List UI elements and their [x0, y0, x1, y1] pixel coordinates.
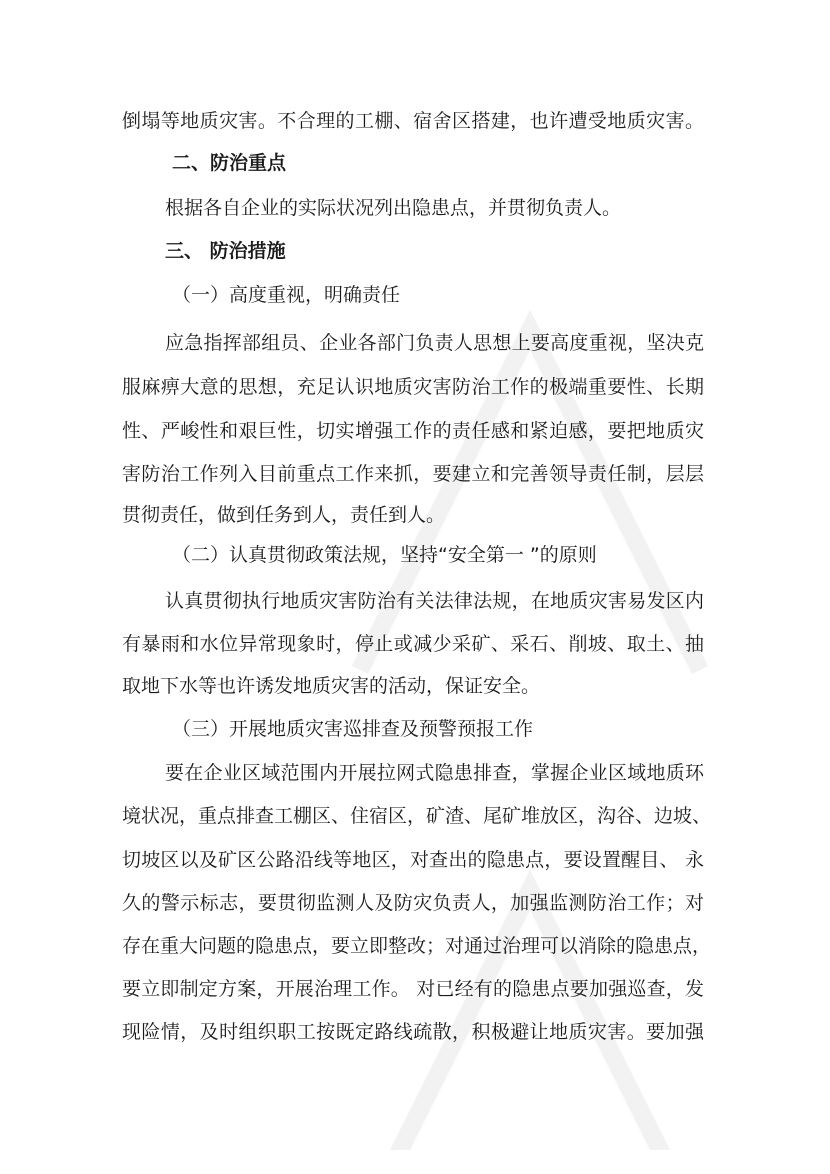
body-text-line: 应急指挥部组员、企业各部门负责人思想上要高度重视，坚决克: [165, 332, 704, 354]
body-text-line: 贯彻责任，做到任务到人，责任到人。: [122, 504, 446, 526]
body-text-line: 取地下水等也许诱发地质灾害的活动，保证安全。: [122, 675, 541, 697]
body-text-line: 认真贯彻执行地质灾害防治有关法律法规，在地质灾害易发区内: [165, 590, 704, 612]
subheading-inspection: （三）开展地质灾害巡排查及预警预报工作: [172, 718, 534, 740]
section-heading-prevention-measures: 三、 防治措施: [165, 240, 286, 262]
body-text-line: 要立即制定方案，开展治理工作。 对已经有的隐患点要加强巡查，发: [122, 978, 704, 1000]
body-text-line: 性、严峻性和艰巨性，切实增强工作的责任感和紧迫感，要把地质灾: [122, 420, 704, 442]
body-text-line: 根据各自企业的实际状况列出隐患点，并贯彻负责人。: [165, 197, 622, 219]
body-text-line: 要在企业区域范围内开展拉网式隐患排查，掌握企业区域地质环: [165, 762, 704, 784]
body-text-line: 有暴雨和水位异常现象时，停止或减少采矿、采石、削坡、取土、抽: [122, 633, 704, 655]
body-text-line: 服麻痹大意的思想，充足认识地质灾害防治工作的极端重要性、长期: [122, 376, 704, 398]
body-text-line: 害防治工作列入目前重点工作来抓，要建立和完善领导责任制，层层: [122, 463, 704, 485]
section-heading-prevention-focus: 二、防治重点: [172, 152, 287, 174]
body-text-line: 境状况，重点排查工棚区、住宿区，矿渣、尾矿堆放区，沟谷、边坡、: [122, 805, 712, 827]
subheading-responsibility: （一）高度重视，明确责任: [172, 284, 401, 306]
body-text-line: 切坡区以及矿区公路沿线等地区，对查出的隐患点，要设置醒目、 永: [122, 849, 704, 871]
body-text-line: 存在重大问题的隐患点，要立即整改；对通过治理可以消除的隐患点，: [122, 935, 712, 957]
body-text-line: 倒塌等地质灾害。不合理的工棚、宿舍区搭建，也许遭受地质灾害。: [122, 110, 704, 132]
subheading-policy: （二）认真贯彻政策法规，坚持“安全第一 ”的原则: [172, 544, 597, 566]
body-text-line: 久的警示标志，要贯彻监测人及防灾负责人，加强监测防治工作；对: [122, 892, 704, 914]
body-text-line: 现险情，及时组织职工按既定路线疏散，积极避让地质灾害。要加强: [122, 1021, 704, 1043]
